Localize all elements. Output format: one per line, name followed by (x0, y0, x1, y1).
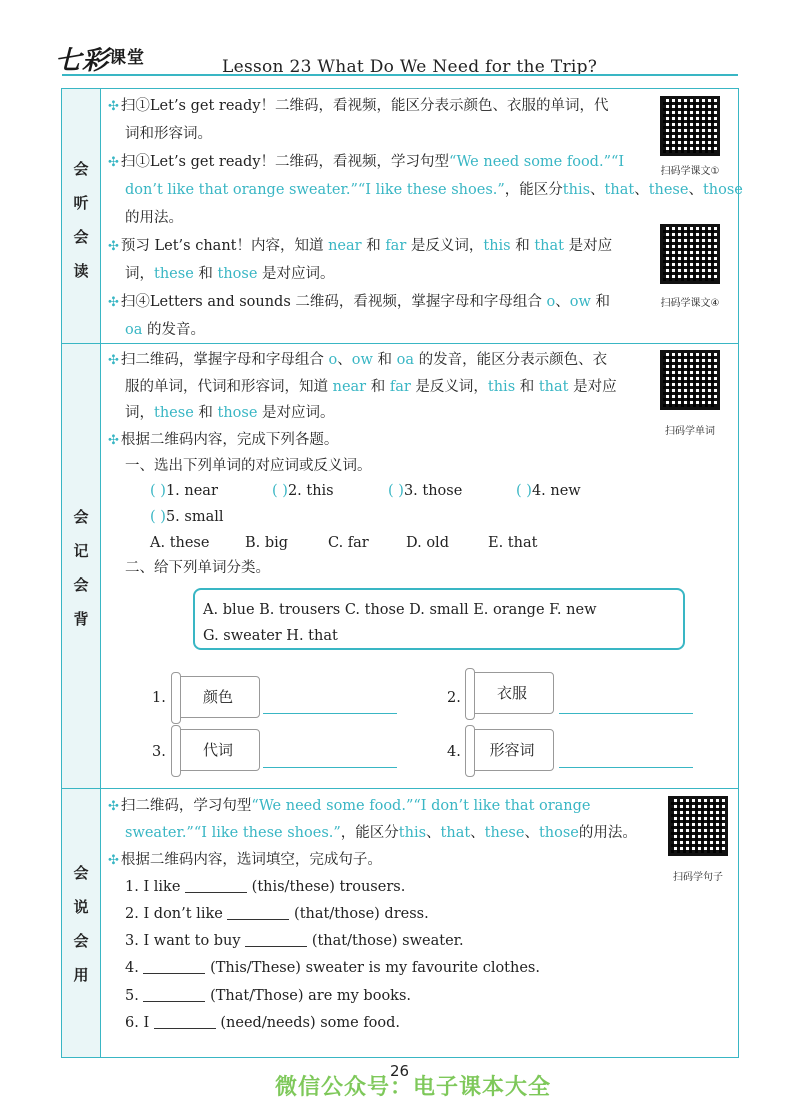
category-number: 2. (447, 690, 461, 706)
answer-line[interactable] (559, 713, 693, 714)
answer-line[interactable] (559, 767, 693, 768)
category-number: 3. (152, 744, 166, 760)
qr-code-icon[interactable] (668, 796, 728, 856)
memorize-bullet-2: ✣ 根据二维码内容，完成下列各题。 (108, 432, 339, 448)
brand-logo (55, 40, 145, 77)
lesson-title: Lesson 23 What Do We Need for the Trip? (222, 57, 598, 77)
category-number: 1. (152, 690, 166, 706)
answer-blank[interactable] (143, 959, 205, 974)
brand-sub: 课堂 (109, 48, 146, 68)
category-scroll-colors: 颜色 (176, 676, 260, 718)
clover-bullet-icon: ✣ (108, 99, 119, 114)
listen-bullet-4: ✣ 扫④Letters and sounds 二维码，看视频，掌握字母和字母组合 o、ow 和 (108, 294, 610, 310)
listen-text: 的用法。 (125, 210, 183, 226)
q1-item: ( )5. small (150, 509, 224, 525)
clover-bullet-icon: ✣ (108, 433, 119, 448)
sentence-1: 1. I like (this/these) trousers. (125, 879, 406, 895)
q1-option: E. that (488, 535, 538, 551)
listen-text: 词和形容词。 (125, 126, 212, 142)
section-divider (62, 343, 738, 344)
q2-title: 二、给下列单词分类。 (125, 560, 270, 576)
qr-label: 扫码学句子 (673, 872, 723, 883)
memorize-text: 词，these 和 those 是对应词。 (125, 405, 335, 421)
category-number: 4. (447, 744, 461, 760)
speak-bullet-2: ✣ 根据二维码内容，选词填空，完成句子。 (108, 852, 382, 868)
q1-item: ( )2. this (272, 483, 334, 499)
qr-label: 扫码学课文④ (660, 298, 720, 309)
q1-option: D. old (406, 535, 449, 551)
q1-option: A. these (150, 535, 210, 551)
clover-bullet-icon: ✣ (108, 353, 119, 368)
clover-bullet-icon: ✣ (108, 239, 119, 254)
clover-bullet-icon: ✣ (108, 799, 119, 814)
sentence-4: 4. (This/These) sweater is my favourite clothes. (125, 960, 540, 976)
clover-bullet-icon: ✣ (108, 295, 119, 310)
memorize-bullet-1: ✣ 扫二维码，掌握字母和字母组合 o、ow 和 oa 的发音，能区分表示颜色、衣 (108, 352, 608, 368)
answer-line[interactable] (263, 767, 397, 768)
sentence-5: 5. (That/Those) are my books. (125, 988, 412, 1004)
listen-bullet-3: ✣ 预习 Let’s chant！内容，知道 near 和 far 是反义词，this 和 that 是对应 (108, 238, 613, 254)
qr-code-icon[interactable] (660, 350, 720, 410)
answer-blank[interactable] (154, 1014, 216, 1029)
answer-line[interactable] (263, 713, 397, 714)
answer-blank[interactable] (185, 878, 247, 893)
page-number: 26 (390, 1062, 410, 1080)
listen-text: 词，these 和 those 是对应词。 (125, 266, 335, 282)
q1-option: C. far (328, 535, 369, 551)
word-bank-line: G. sweater H. that (203, 628, 338, 644)
memorize-text: 服的单词，代词和形容词，知道 near 和 far 是反义词，this 和 that 是对应 (125, 379, 617, 395)
clover-bullet-icon: ✣ (108, 155, 119, 170)
q1-item: ( )4. new (516, 483, 581, 499)
section-divider (62, 788, 738, 789)
listen-text: don’t like that orange sweater.”“I like these shoes.”，能区分this、that、these、those (125, 182, 743, 198)
sentence-3: 3. I want to buy (that/those) sweater. (125, 933, 464, 949)
qr-label: 扫码学单词 (665, 426, 715, 437)
q1-title: 一、选出下列单词的对应词或反义词。 (125, 458, 372, 474)
section-label-memorize: 会 记 会 背 (73, 508, 89, 628)
category-scroll-clothes: 衣服 (470, 672, 554, 714)
speak-bullet-1: ✣ 扫二维码，学习句型“We need some food.”“I don’t like that orange (108, 798, 591, 814)
listen-text: oa 的发音。 (125, 322, 205, 338)
q1-option: B. big (245, 535, 289, 551)
answer-blank[interactable] (227, 905, 289, 920)
listen-bullet-1: ✣ 扫①Let’s get ready！二维码，看视频，能区分表示颜色、衣服的单词，代 (108, 98, 609, 114)
qr-code-icon[interactable] (660, 96, 720, 156)
clover-bullet-icon: ✣ (108, 853, 119, 868)
watermark: 微信公众号：电子课本大全 (275, 1075, 552, 1100)
sentence-6: 6. I (need/needs) some food. (125, 1015, 401, 1031)
sentence-2: 2. I don’t like (that/those) dress. (125, 906, 429, 922)
qr-code-icon[interactable] (660, 224, 720, 284)
answer-blank[interactable] (143, 987, 205, 1002)
speak-text: sweater.”“I like these shoes.”，能区分this、that、these、those的用法。 (125, 825, 637, 841)
section-label-listen: 会 听 会 读 (73, 160, 89, 280)
q1-item: ( )3. those (388, 483, 463, 499)
listen-bullet-2: ✣ 扫①Let’s get ready！二维码，看视频，学习句型“We need some food.”“I (108, 154, 625, 170)
word-bank-line: A. blue B. trousers C. those D. small E. orange F. new (203, 602, 597, 618)
section-label-speak: 会 说 会 用 (73, 864, 89, 984)
category-scroll-pronouns: 代词 (176, 729, 260, 771)
category-scroll-adjectives: 形容词 (470, 729, 554, 771)
q1-item: ( )1. near (150, 483, 218, 499)
header-divider (62, 74, 738, 76)
qr-label: 扫码学课文① (660, 166, 720, 177)
brand-main: 七彩 (55, 46, 110, 76)
answer-blank[interactable] (245, 932, 307, 947)
